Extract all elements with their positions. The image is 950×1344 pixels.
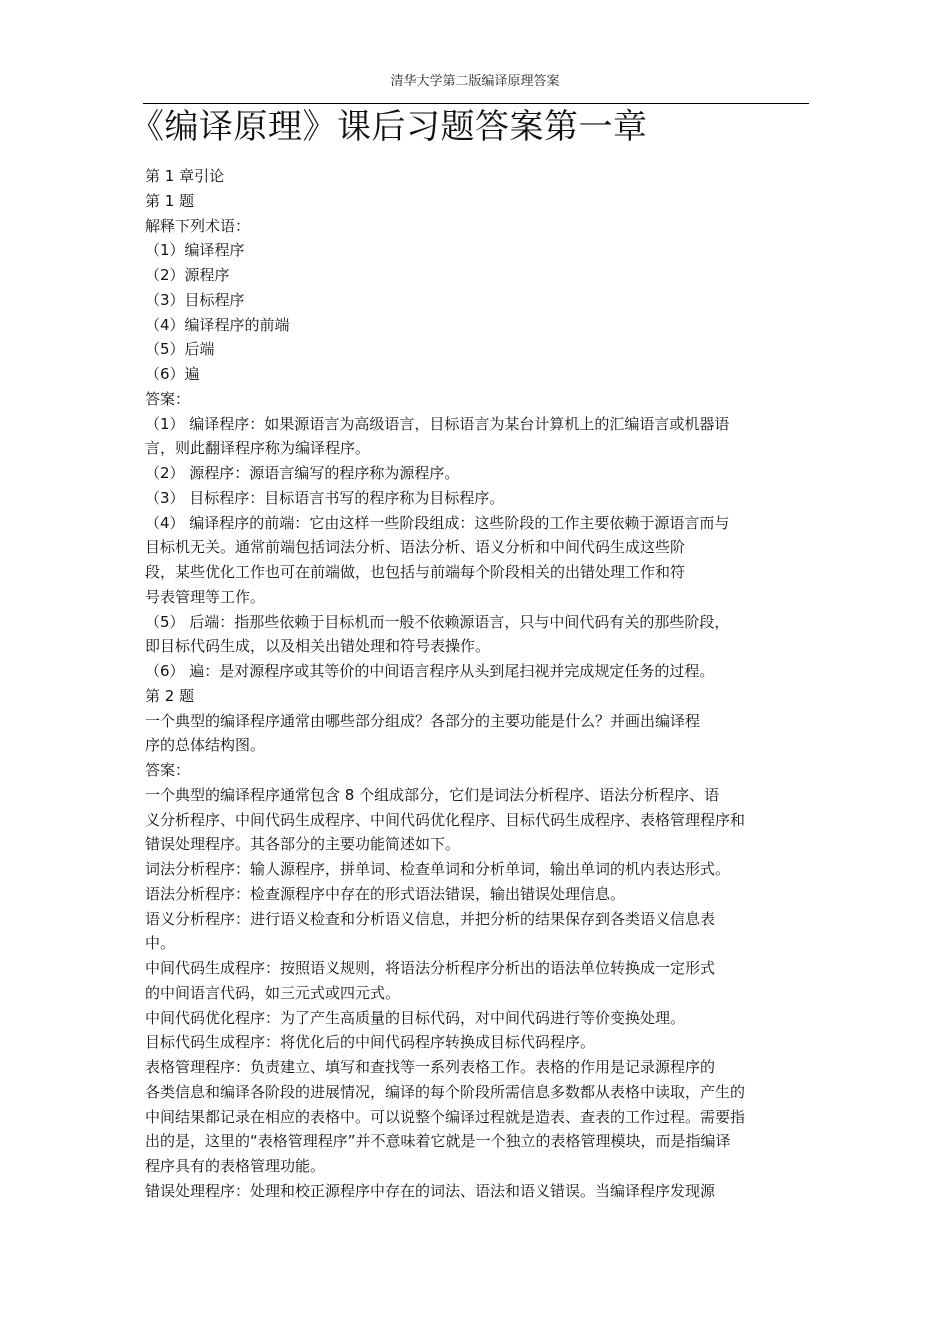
text-line: 一个典型的编译程序通常由哪些部分组成？各部分的主要功能是什么？并画出编译程 (145, 711, 701, 730)
text-line: 的中间语言代码，如三元式或四元式。 (145, 983, 401, 1002)
text-line: 中间结果都记录在相应的表格中。可以说整个编译过程就是造表、查表的工作过程。需要指 (145, 1107, 746, 1126)
text-line: （6） 遍：是对源程序或其等价的中间语言程序从头到尾扫视并完成规定任务的过程。 (145, 662, 715, 680)
text-line: 答案： (145, 761, 191, 779)
text-line: 一个典型的编译程序通常包含 8 个组成部分，它们是词法分析程序、语法分析程序、语 (145, 785, 720, 804)
text-line: 即目标代码生成，以及相关出错处理和符号表操作。 (145, 637, 491, 656)
text-line: 中间代码生成程序：按照语义规则，将语法分析程序分析出的语法单位转换成一定形式 (145, 959, 716, 977)
text-line: 中间代码优化程序：为了产生高质量的目标代码，对中间代码进行等价变换处理。 (145, 1008, 686, 1027)
text-line: 错误处理程序：处理和校正源程序中存在的词法、语法和语义错误。当编译程序发现源 (145, 1181, 716, 1200)
text-line: 程序具有的表格管理功能。 (145, 1157, 326, 1175)
text-line: 目标代码生成程序：将优化后的中间代码程序转换成目标代码程序。 (145, 1033, 596, 1052)
text-line: 出的是，这里的“表格管理程序”并不意味着它就是一个独立的表格管理模块，而是指编译 (145, 1132, 731, 1151)
text-line: 第 2 题 (145, 686, 195, 705)
text-line: （4）编译程序的前端 (145, 315, 290, 334)
document-title: 《编译原理》课后习题答案第一章 (130, 107, 648, 147)
text-line: 第 1 题 (145, 191, 195, 210)
text-line: （5）后端 (145, 340, 215, 359)
text-line: 号表管理等工作。 (145, 587, 266, 606)
text-line: 语法分析程序：检查源程序中存在的形式语法错误，输出错误处理信息。 (145, 884, 626, 903)
text-line: 答案： (145, 389, 191, 408)
text-line: （2） 源程序：源语言编写的程序称为源程序。 (145, 464, 460, 482)
text-line: （3） 目标程序：目标语言书写的程序称为目标程序。 (145, 488, 505, 507)
text-line: （1） 编译程序：如果源语言为高级语言，目标语言为某台计算机上的汇编语言或机器语 (145, 414, 730, 433)
text-line: （2）源程序 (145, 266, 230, 284)
text-line: 语义分析程序：进行语义检查和分析语义信息，并把分析的结果保存到各类语义信息表 (145, 909, 716, 928)
text-line: 词法分析程序：输人源程序，拼单词、检查单词和分析单词，输出单词的机内表达形式。 (145, 860, 731, 878)
text-line: （3）目标程序 (145, 290, 245, 309)
text-line: 目标机无关。通常前端包括词法分析、语法分析、语义分析和中间代码生成这些阶 (145, 538, 686, 557)
text-line: 段，某些优化工作也可在前端做，也包括与前端每个阶段相关的出错处理工作和符 (145, 563, 686, 581)
document-body (145, 164, 813, 1204)
text-line: （5） 后端：指那些依赖于目标机而一般不依赖源语言，只与中间代码有关的那些阶段， (145, 612, 730, 631)
text-line: 表格管理程序：负责建立、填写和查找等一系列表格工作。表格的作用是记录源程序的 (145, 1058, 716, 1076)
text-line: （1）编译程序 (145, 241, 245, 260)
running-header: 清华大学第二版编译原理答案 (390, 74, 560, 89)
text-line: 中。 (145, 934, 176, 953)
text-line: 序的总体结构图。 (145, 736, 266, 755)
text-line: 义分析程序、中间代码生成程序、中间代码优化程序、目标代码生成程序、表格管理程序和 (145, 810, 746, 829)
text-line: 言，则此翻译程序称为编译程序。 (145, 439, 371, 458)
text-line: （4） 编译程序的前端：它由这样一些阶段组成：这些阶段的工作主要依赖于源语言而与 (145, 513, 730, 532)
text-line: 各类信息和编译各阶段的进展情况，编译的每个阶段所需信息多数都从表格中读取，产生的 (145, 1082, 746, 1101)
text-line: 错误处理程序。其各部分的主要功能简述如下。 (145, 835, 461, 854)
text-line: 解释下列术语： (145, 216, 251, 235)
text-line: 第 1 章引论 (145, 167, 225, 185)
text-line: （6）遍 (145, 365, 200, 383)
